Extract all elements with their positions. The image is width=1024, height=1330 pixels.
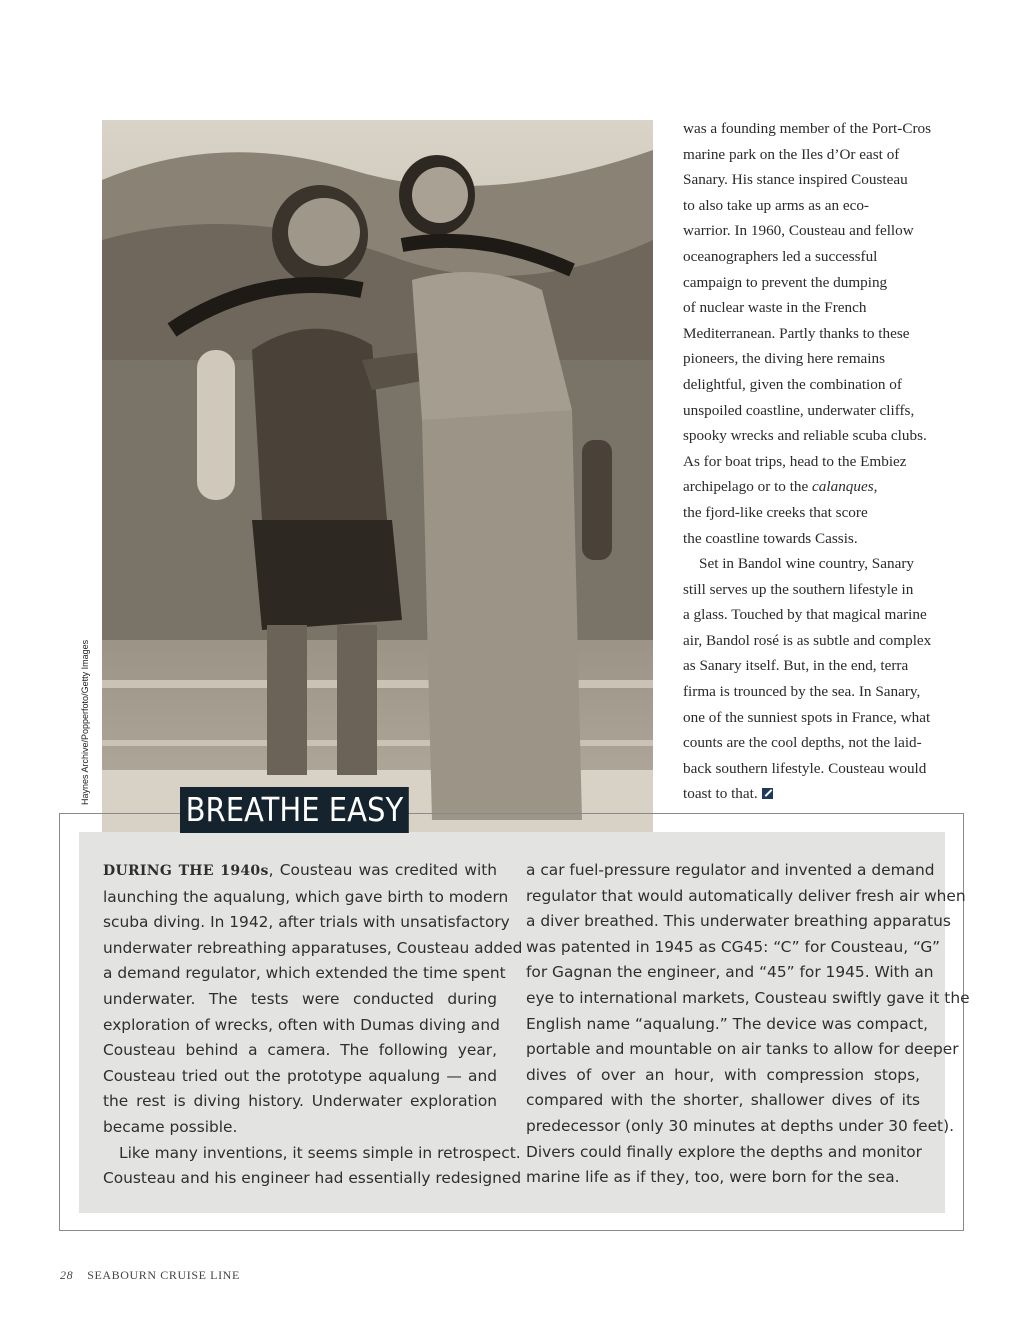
- divers-illustration: [102, 120, 653, 832]
- sidebar-line: became possible.: [103, 1117, 238, 1136]
- article-right-column: [683, 116, 968, 807]
- article-line: campaign to prevent the dumping: [683, 273, 888, 291]
- sidebar-line: Cousteau and his engineer had essentially redesigned: [103, 1169, 522, 1188]
- lead-in: DURING THE 1940s: [103, 863, 269, 879]
- publication-name: SEABOURN CRUISE LINE: [87, 1268, 240, 1282]
- sidebar-line: the rest is diving history. Underwater exploration: [103, 1092, 497, 1111]
- article-line: one of the sunniest spots in France, what: [683, 708, 931, 726]
- article-line: to also take up arms as an eco-: [683, 196, 869, 214]
- article-line: spooky wrecks and reliable scuba clubs.: [683, 427, 927, 445]
- sidebar-line: portable and mountable on air tanks to allow for deeper: [526, 1040, 959, 1059]
- sidebar-title: [180, 787, 409, 833]
- page-number: 28: [60, 1268, 74, 1282]
- article-line: was a founding member of the Port-Cros: [683, 120, 932, 137]
- article-line: of nuclear waste in the French: [683, 299, 867, 317]
- article-line: oceanographers led a successful: [683, 247, 878, 265]
- sidebar-line: [103, 858, 497, 885]
- sidebar-line: scuba diving. In 1942, after trials with unsatisfactory: [103, 913, 510, 932]
- sidebar-line: a car fuel-pressure regulator and invented a demand: [526, 861, 935, 879]
- article-line: as Sanary itself. But, in the end, terra: [683, 657, 909, 675]
- sidebar-left-column: [103, 858, 523, 1192]
- sidebar-line-text: , Cousteau was credited with: [268, 861, 498, 879]
- sidebar-title-text: BREATHE EASY: [185, 790, 404, 829]
- sidebar-line: predecessor (only 30 minutes at depths under 30 feet).: [526, 1116, 954, 1135]
- sidebar-line: underwater. The tests were conducted during: [103, 989, 497, 1008]
- article-line: the fjord-like creeks that score: [683, 503, 868, 521]
- article-line-text: toast to that.: [683, 785, 758, 803]
- sidebar-line: for Gagnan the engineer, and “45” for 1945. With an: [526, 963, 934, 982]
- article-line: delightful, given the combination of: [683, 375, 902, 393]
- article-line: the coastline towards Cassis.: [683, 529, 858, 547]
- article-line: warrior. In 1960, Cousteau and fellow: [683, 222, 914, 240]
- article-line: firma is trounced by the sea. In Sanary,: [683, 683, 921, 701]
- sidebar-line: was patented in 1945 as CG45: “C” for Cousteau, “G”: [526, 937, 940, 956]
- photo-credit: Haynes Archive/Popperfoto/Getty Images: [80, 639, 90, 805]
- article-line: Mediterranean. Partly thanks to these: [683, 324, 910, 342]
- article-line: counts are the cool depths, not the laid-: [683, 734, 922, 752]
- sidebar-line: a diver breathed. This underwater breathing apparatus: [526, 912, 951, 931]
- sidebar-line: exploration of wrecks, often with Dumas diving and: [103, 1015, 500, 1034]
- sidebar-line: underwater rebreathing apparatuses, Cousteau added: [103, 938, 523, 957]
- sidebar-line: Cousteau behind a camera. The following year,: [103, 1041, 497, 1060]
- sidebar-line: Divers could finally explore the depths and monitor: [526, 1142, 922, 1161]
- article-line: Sanary. His stance inspired Cousteau: [683, 171, 908, 189]
- article-line: a glass. Touched by that magical marine: [683, 606, 927, 624]
- sidebar-line: marine life as if they, too, were born for the sea.: [526, 1168, 900, 1187]
- sidebar-line: eye to international markets, Cousteau swiftly gave it the: [526, 988, 970, 1007]
- sidebar-line: Like many inventions, it seems simple in retrospect.: [119, 1143, 521, 1162]
- italic-term: calanques: [812, 478, 874, 496]
- sidebar-right-column: [526, 858, 970, 1191]
- article-line: marine park on the Iles d’Or east of: [683, 145, 900, 163]
- sidebar-line: dives of over an hour, with compression stops,: [526, 1065, 920, 1084]
- punctuation: ,: [873, 478, 878, 496]
- sidebar-line: launching the aqualung, which gave birth to modern: [103, 887, 509, 906]
- sidebar-line: regulator that would automatically deliver fresh air when: [526, 886, 966, 905]
- article-line: air, Bandol rosé is as subtle and complex: [683, 631, 932, 649]
- sidebar-line: English name “aqualung.” The device was compact,: [526, 1014, 929, 1033]
- divers-photo: [102, 120, 653, 832]
- article-line: Set in Bandol wine country, Sanary: [699, 555, 914, 573]
- article-line: back southern lifestyle. Cousteau would: [683, 759, 927, 777]
- article-line: pioneers, the diving here remains: [683, 350, 886, 368]
- page-footer: [60, 1268, 240, 1283]
- article-line: As for boat trips, head to the Embiez: [683, 452, 907, 470]
- sidebar-line: compared with the shorter, shallower dives of its: [526, 1091, 920, 1110]
- end-mark-icon: [762, 788, 773, 799]
- article-line-text: archipelago or to the: [683, 478, 809, 496]
- article-line: still serves up the southern lifestyle in: [683, 580, 914, 598]
- sidebar-line: Cousteau tried out the prototype aqualung — and: [103, 1066, 497, 1085]
- article-line: [683, 474, 968, 500]
- article-line: unspoiled coastline, underwater cliffs,: [683, 401, 915, 419]
- article-line: [683, 781, 968, 807]
- sidebar-line: a demand regulator, which extended the time spent: [103, 964, 506, 983]
